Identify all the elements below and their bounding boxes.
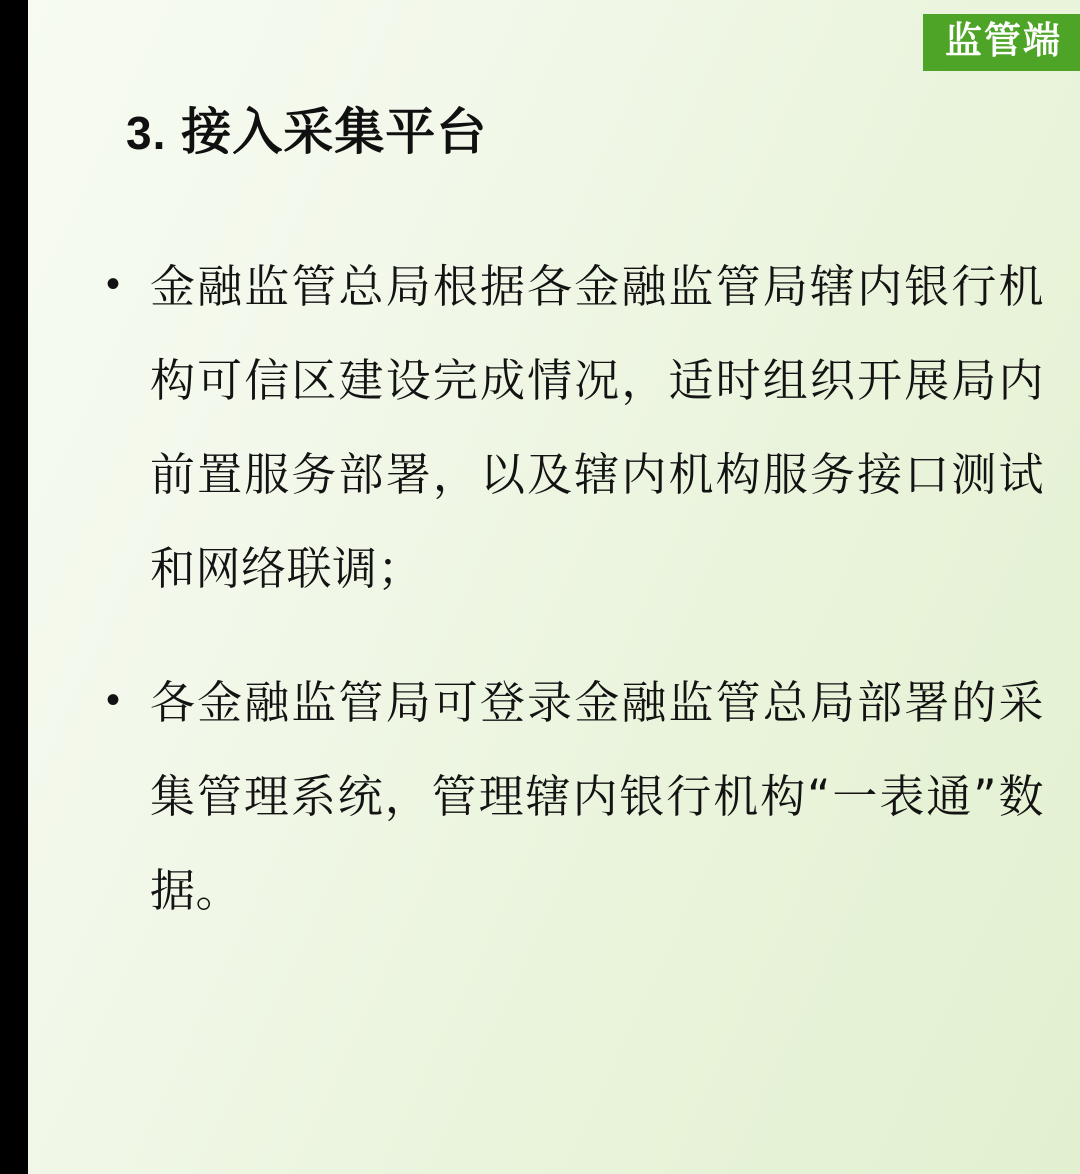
page-title: [126, 92, 487, 164]
page-title-number: 3.: [126, 107, 167, 159]
left-black-bar: [14, 0, 28, 1174]
bullet-dot-icon: •: [106, 262, 121, 306]
list-item: [94, 656, 1044, 938]
bullet-list: [94, 240, 1044, 978]
list-item: [94, 240, 1044, 616]
list-item-text: 金融监管总局根据各金融监管局辖内银行机构可信区建设完成情况，适时组织开展局内前置服务部署，以及辖内机构服务接口测试和网络联调；: [150, 260, 1044, 595]
page-title-text: 接入采集平台: [181, 104, 488, 160]
bullet-dot-icon: •: [106, 678, 121, 722]
list-item-text: 各金融监管局可登录金融监管总局部署的采集管理系统，管理辖内银行机构“一表通”数据。: [150, 676, 1044, 917]
status-badge: 监管端: [923, 14, 1080, 71]
